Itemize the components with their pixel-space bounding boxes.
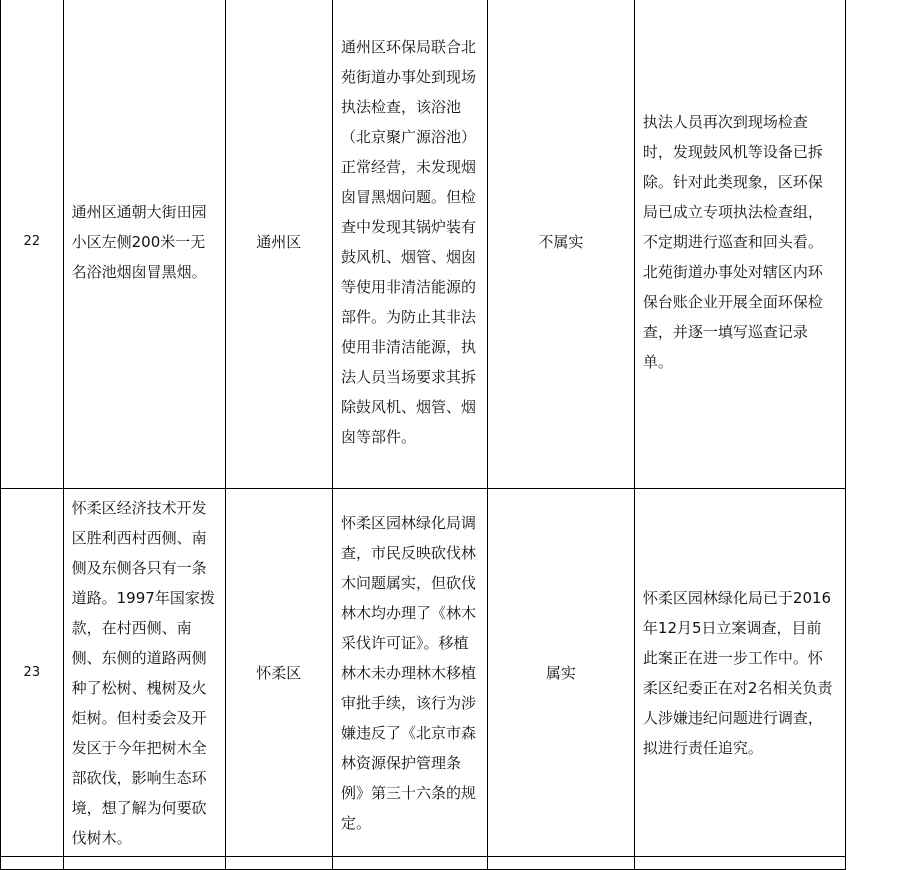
row-number: 23	[1, 489, 64, 857]
result-cell	[487, 857, 634, 870]
action-cell: 怀柔区园林绿化局已于2016年12月5日立案调查，目前此案正在进一步工作中。怀柔区纪委正在对2名相关负责人涉嫌违纪问题进行调查，拟进行责任追究。	[634, 489, 845, 857]
district-cell: 通州区	[225, 0, 332, 489]
action-cell: 执法人员再次到现场检查时，发现鼓风机等设备已拆除。针对此类现象，区环保局已成立专项执法检查组，不定期进行巡查和回头看。北苑街道办事处对辖区内环保台账企业开展全面环保检查，并逐一填写巡查记录单。	[634, 0, 845, 489]
empty-margin	[845, 0, 902, 489]
district-cell: 怀柔区	[225, 489, 332, 857]
row-number: 22	[1, 0, 64, 489]
empty-margin	[845, 857, 902, 870]
district-cell	[225, 857, 332, 870]
result-cell: 属实	[487, 489, 634, 857]
investigation-cell: 通州区环保局联合北苑街道办事处到现场执法检查，该浴池（北京聚广源浴池）正常经营，未发现烟囱冒黑烟问题。但检查中发现其锅炉装有鼓风机、烟管、烟囱等使用非清洁能源的部件。为防止其非法使用非清洁能源，执法人员当场要求其拆除鼓风机、烟管、烟囱等部件。	[332, 0, 487, 489]
complaint-description: 怀柔区经济技术开发区胜利西村西侧、南侧及东侧各只有一条道路。1997年国家拨款，在村西侧、南侧、东侧的道路两侧种了松树、槐树及火炬树。但村委会及开发区于今年把树木全部砍伐，影响生态环境，想了解为何要砍伐树木。	[63, 489, 225, 857]
table-row	[1, 857, 902, 870]
empty-margin	[845, 489, 902, 857]
investigation-cell	[332, 857, 487, 870]
table-row	[1, 489, 902, 857]
action-cell	[634, 857, 845, 870]
complaint-description: 通州区通朝大街田园小区左侧200米一无名浴池烟囱冒黑烟。	[63, 0, 225, 489]
table-row	[1, 0, 902, 489]
complaint-description	[63, 857, 225, 870]
row-number	[1, 857, 64, 870]
result-cell: 不属实	[487, 0, 634, 489]
investigation-cell: 怀柔区园林绿化局调查，市民反映砍伐林木问题属实，但砍伐林木均办理了《林木采伐许可证》。移植林木未办理林木移植审批手续，该行为涉嫌违反了《北京市森林资源保护管理条例》第三十六条的规定。	[332, 489, 487, 857]
